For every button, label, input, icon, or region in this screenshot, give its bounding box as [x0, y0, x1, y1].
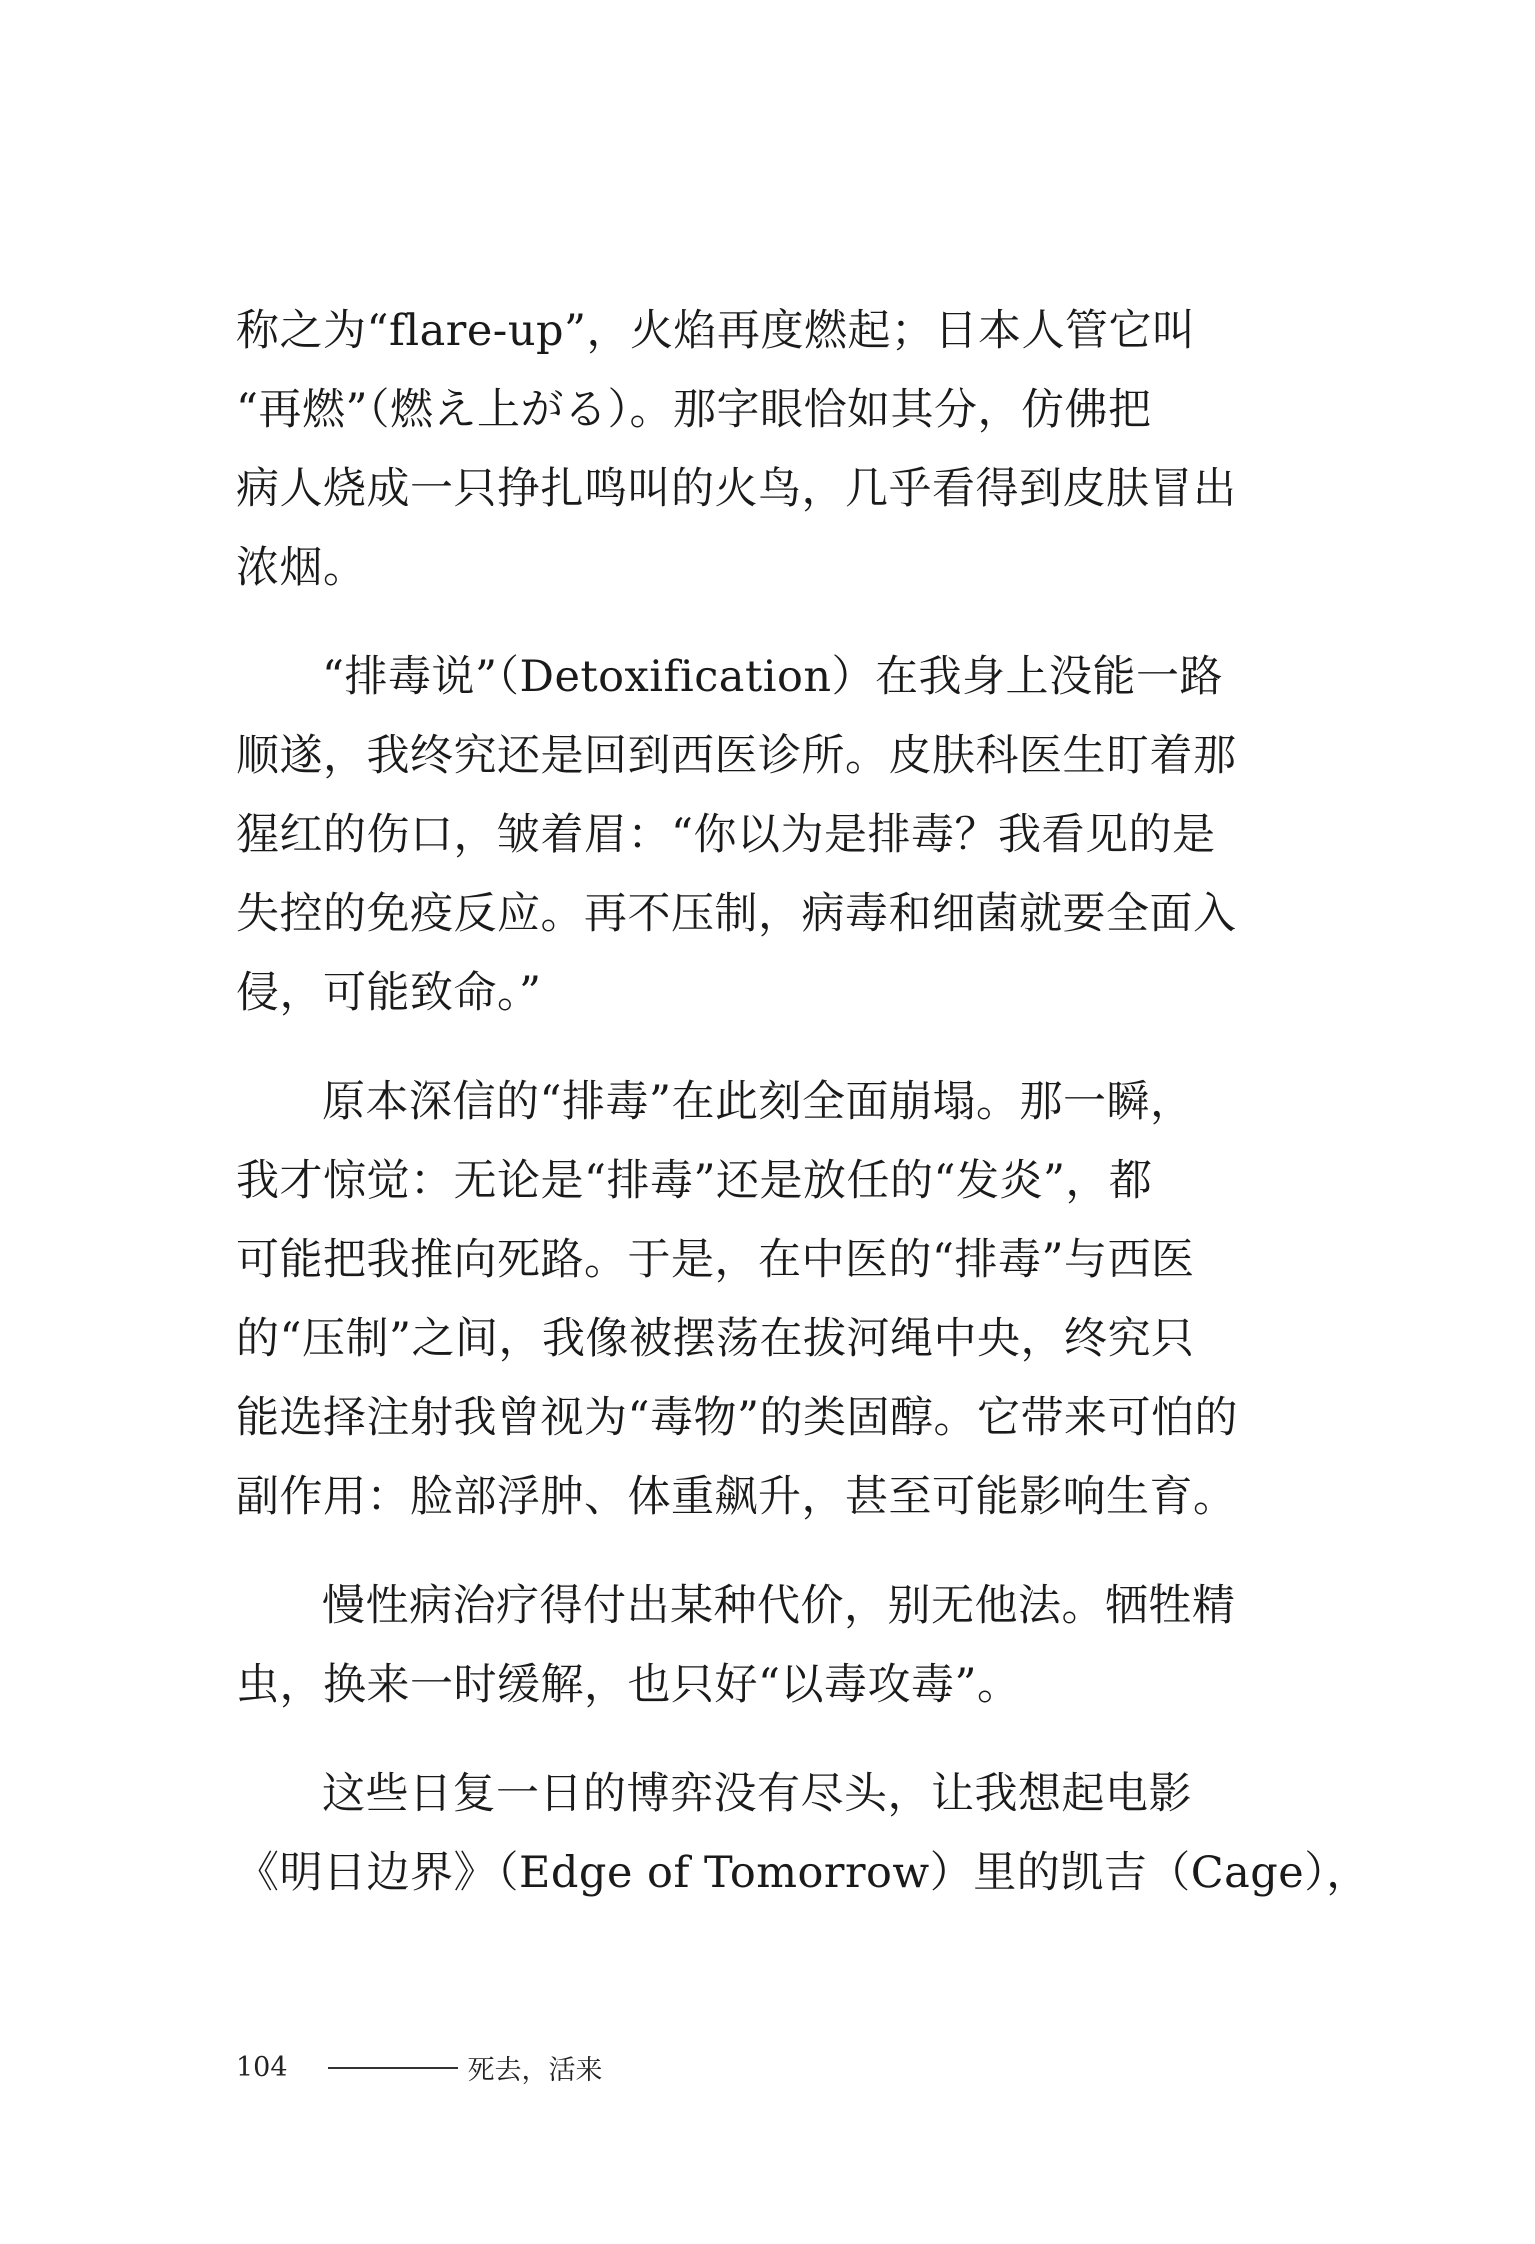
paragraph [236, 1755, 1370, 1913]
book-title: 死去，活来 [467, 2055, 603, 2086]
page-footer [236, 2048, 603, 2087]
text-line: 我才惊觉：无论是“排毒”还是放任的“发炎”，都 [236, 1156, 1153, 1206]
body-text [236, 292, 1370, 1913]
paragraph [236, 1063, 1266, 1537]
text-line: 失控的免疫反应。再不压制，病毒和细菌就要全面入 [236, 889, 1237, 939]
footer-rule [328, 2067, 458, 2069]
text-line: 副作用：脸部浮肿、体重飙升，甚至可能影响生育。 [236, 1472, 1237, 1522]
text-line: 称之为“flare-up”，火焰再度燃起；日本人管它叫 [236, 306, 1196, 356]
text-line: 这些日复一日的博弈没有尽头，让我想起电影 [322, 1769, 1192, 1819]
text-line: 慢性病治疗得付出某种代价，别无他法。牺牲精 [322, 1581, 1236, 1631]
text-line: 能选择注射我曾视为“毒物”的类固醇。它带来可怕的 [236, 1393, 1238, 1443]
paragraph [236, 638, 1266, 1033]
text-line: 《明日边界》（Edge of Tomorrow）里的凯吉（Cage）， [236, 1848, 1370, 1898]
paragraph [236, 1567, 1266, 1725]
page-number: 104 [236, 2052, 288, 2083]
text-line: “再燃”（燃え上がる）。那字眼恰如其分，仿佛把 [236, 385, 1152, 435]
text-line: 侵，可能致命。” [236, 968, 542, 1018]
text-line: 浓烟。 [236, 543, 367, 593]
text-line: “排毒说”（Detoxification）在我身上没能一路 [322, 652, 1224, 702]
text-line: 可能把我推向死路。于是，在中医的“排毒”与西医 [236, 1235, 1195, 1285]
text-line: 猩红的伤口，皱着眉：“你以为是排毒？我看见的是 [236, 810, 1216, 860]
text-line: 虫，换来一时缓解，也只好“以毒攻毒”。 [236, 1660, 1021, 1710]
text-line: 顺遂，我终究还是回到西医诊所。皮肤科医生盯着那 [236, 731, 1237, 781]
text-line: 的“压制”之间，我像被摆荡在拔河绳中央，终究只 [236, 1314, 1195, 1364]
text-line: 原本深信的“排毒”在此刻全面崩塌。那一瞬， [322, 1077, 1194, 1127]
paragraph [236, 292, 1266, 608]
text-line: 病人烧成一只挣扎鸣叫的火鸟，几乎看得到皮肤冒出 [236, 464, 1237, 514]
